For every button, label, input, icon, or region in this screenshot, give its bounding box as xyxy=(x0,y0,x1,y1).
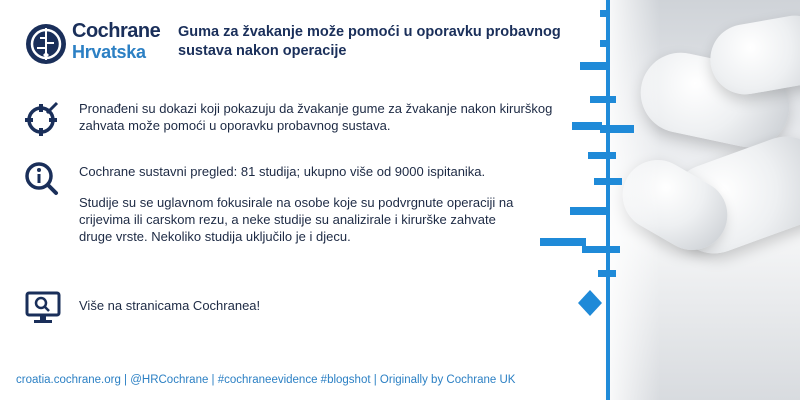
review-summary: Cochrane sustavni pregled: 81 studija; ukupno više od 9000 ispitanika. xyxy=(79,164,486,179)
cochrane-hrvatska-logo[interactable] xyxy=(24,20,174,70)
footer-links[interactable]: croatia.cochrane.org | @HRCochrane | #cochraneevidence #blogshot | Originally by Cochrane UK xyxy=(16,374,516,386)
logo-subtitle: Hrvatska xyxy=(72,42,146,62)
cochrane-logo-icon xyxy=(24,22,68,66)
diamond-icon xyxy=(578,290,602,316)
logo-title: Cochrane xyxy=(72,20,161,42)
target-icon xyxy=(23,101,59,137)
more-link[interactable]: Više na stranicama Cochranea! xyxy=(79,298,261,313)
monitor-search-icon xyxy=(25,290,61,326)
finding-text: Pronađeni su dokazi koji pokazuju da žvakanje gume za žvakanje nakon kirurškog zahvata može pomoći u oporavku probavnog sustava. xyxy=(79,101,553,133)
forest-plot-bars-right xyxy=(600,0,640,400)
info-magnifier-icon xyxy=(23,160,59,196)
study-details: Studije su se uglavnom fokusirale na osobe koje su podvrgnute operaciji na crijevima ili carskom rezu, a neke studije su analizirale i kirurške zahvate druge vrste. Nekoliko studija uključilo je i djecu. xyxy=(79,195,514,244)
headline: Guma za žvakanje može pomoći u oporavku probavnog sustava nakon operacije xyxy=(178,24,561,59)
